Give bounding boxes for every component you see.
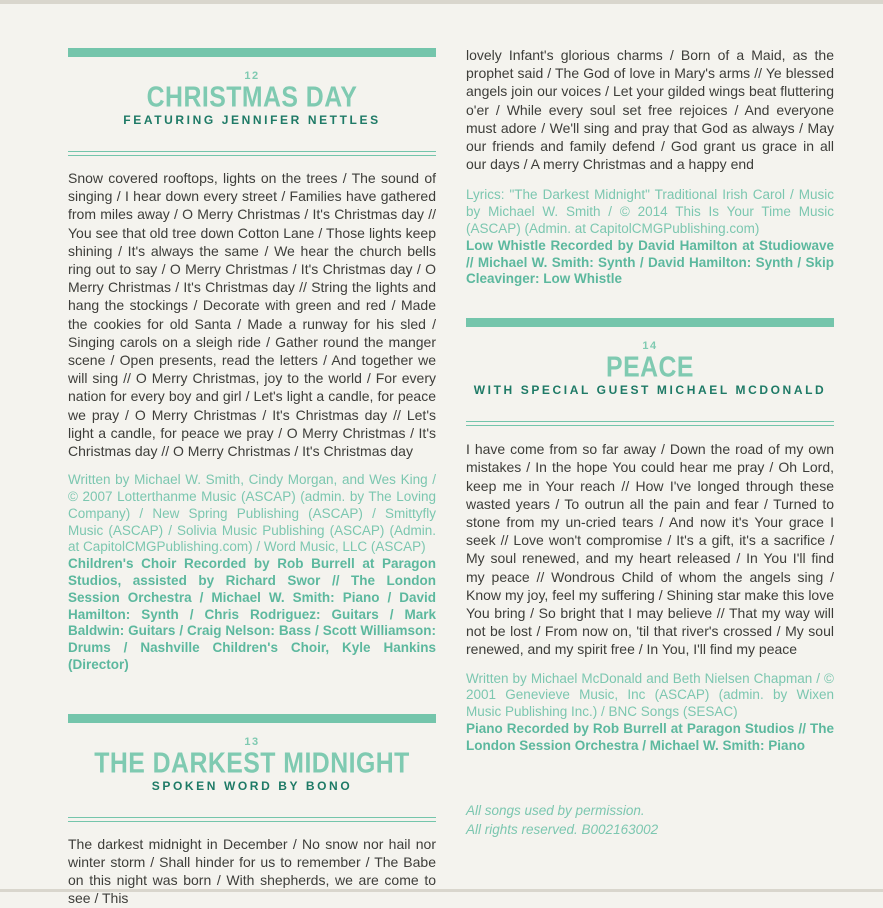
lyrics-text: The darkest midnight in December / No snow nor hail nor winter storm / Shall hinder for us to remember / The Babe on this night was born / With shepherds, we are come to see / This [68, 835, 436, 907]
publishing-credits: Lyrics: "The Darkest Midnight" Traditional Irish Carol / Music by Michael W. Smith / © 2014 This Is Your Time Music (ASCAP) (Admin. at CapitolCMGPublishing.com) [466, 187, 834, 237]
track-subtitle: WITH SPECIAL GUEST MICHAEL MCDONALD [473, 383, 827, 398]
rights-catalog-line: All rights reserved. B002163002 [466, 821, 659, 837]
right-column [466, 0, 834, 839]
divider-thick-bar [68, 48, 436, 57]
track-13-section [68, 714, 436, 908]
track-title: PEACE [606, 351, 694, 383]
lyrics-text: Snow covered rooftops, lights on the trees / The sound of singing / I hear down every street / Families have gathered from miles away / O Merry Christmas / It's Christmas day // You see that old tree down Cotton Lane / Those lights keep shining / It's always the same / We hear the church bells ring out to say / O Merry Christmas / It's Christmas day / O Merry Christmas / It's Christmas day // String the lights and hang the stockings / Decorate with green and red / Made the cookies for old Santa / Made a runway for his sled / Singing carols on a sleigh ride / Gather round the manger scene / Open presents, read the letters / And together we will sing // O Merry Christmas, joy to the world / For every nation for every boy and girl / Let's light a candle, for peace we pray / O Merry Christmas / It's Christmas day // Let's light a candle, for peace we pray / O Merry Christmas / It's Christmas day // O Merry Christmas / It's Christmas day [68, 170, 436, 460]
track-subtitle: FEATURING JENNIFER NETTLES [123, 113, 381, 127]
track-12-section [68, 48, 436, 674]
track-number: 13 [244, 735, 260, 748]
recording-credits: Piano Recorded by Rob Burrell at Paragon Studios // The London Session Orchestra / Michael W. Smith: Piano [466, 721, 834, 753]
lyrics-text: I have come from so far away / Down the road of my own mistakes / In the hope You could hear me pray / Oh Lord, keep me in Your reach // How I've longed through these wasted years / To outrun all the pain and fear / Turned to stone from my un-cried tears / And now it's Your grace I seek // Love won't compromise / It's a gift, it's a sacrifice / My soul renewed, and my heart released / In You I'll find my peace // Wondrous Child of whom the angels sing / Know my joy, feel my suffering / Shining star make this love You bring / So bright that I may believe // That my way will not be lost / From now on, 'til that river's crossed / My soul renewed, and my spirit free / In You, I'll find my peace [466, 441, 834, 658]
divider-double-line [68, 151, 436, 156]
track-title: THE DARKEST MIDNIGHT [94, 747, 410, 779]
recording-credits: Low Whistle Recorded by David Hamilton at Studiowave // Michael W. Smith: Synth / David Hamilton: Synth / Skip Cleavinger: Low Whistle [466, 237, 834, 287]
left-column [68, 0, 436, 908]
divider-thick-bar [466, 318, 834, 327]
track-number: 14 [642, 340, 658, 353]
divider-double-line [68, 817, 436, 822]
track-14-section [466, 318, 834, 754]
publishing-credits: Written by Michael McDonald and Beth Nielsen Chapman / © 2001 Genevieve Music, Inc (ASCAP) (admin. by Wixen Music Publishing Inc.) / BNC Songs (SESAC) [466, 670, 834, 720]
divider-thick-bar [68, 714, 436, 723]
publishing-credits: Written by Michael W. Smith, Cindy Morgan, and Wes King / © 2007 Lotterthanme Music (ASCAP) (admin. by The Loving Company) / New Spring Publishing (ASCAP) / Smittyfly Music (ASCAP) / Solivia Music Publishing (ASCAP) (Admin. at CapitolCMGPublishing.com) / Word Music, LLC (ASCAP) [68, 472, 436, 555]
track-title: CHRISTMAS DAY [146, 81, 358, 113]
track-number: 12 [244, 70, 260, 82]
lyrics-text-continued: lovely Infant's glorious charms / Born of a Maid, as the prophet said / The God of love in Mary's arms // Ye blessed angels join our voices / Let your gilded wings beat fluttering o'er / While every soul set free rejoices / And everyone must adore / We'll sing and pray that God as always / May our friends and family defend / God grant us grace in all our days / A merry Christmas and a happy end [466, 47, 834, 173]
permissions-note [466, 801, 834, 839]
recording-credits: Children's Choir Recorded by Rob Burrell at Paragon Studios, assisted by Richard Swor // The London Session Orchestra / Michael W. Smith: Piano / David Hamilton: Synth / Chris Rodriguez: Guitars / Mark Baldwin: Guitars / Craig Nelson: Bass / Scott Williamson: Drums / Nashville Children's Choir, Kyle Hankins (Director) [68, 556, 436, 673]
track-13-continued-section [466, 46, 834, 288]
divider-double-line [466, 421, 834, 426]
track-subtitle: SPOKEN WORD BY BONO [151, 778, 353, 793]
permissions-line: All songs used by permission. [466, 802, 645, 818]
